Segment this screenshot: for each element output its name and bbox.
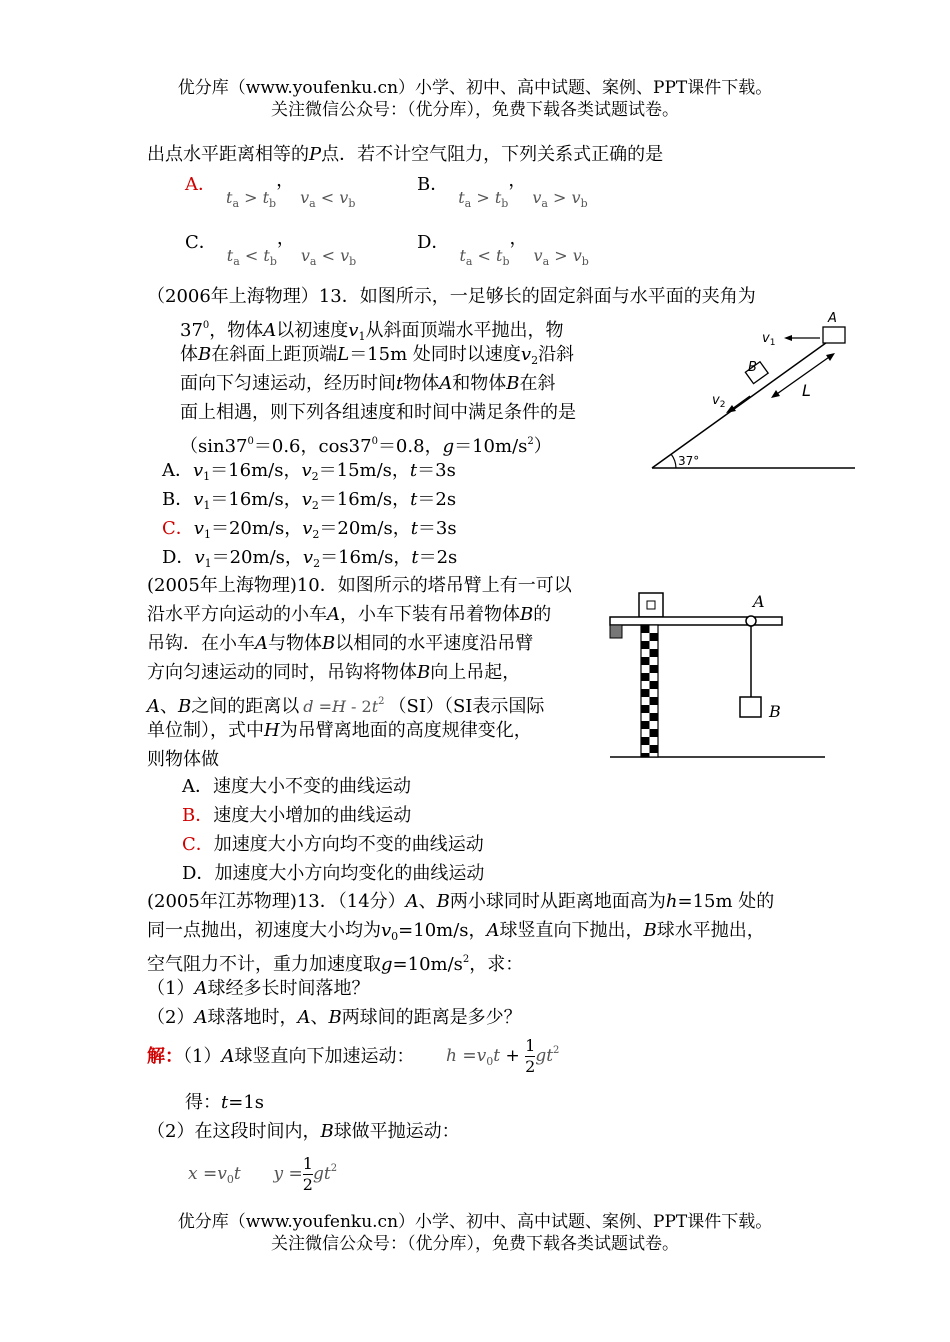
q3-option: C．加速度大小方向均不变的曲线运动 <box>182 834 484 855</box>
tower-check <box>650 729 659 737</box>
tower-check <box>641 721 650 729</box>
cab-window <box>647 601 655 609</box>
crane-tower <box>641 625 658 757</box>
incline-figure <box>640 300 870 480</box>
q4-part-2: （2）A球落地时，A、B两球间的距离是多少？ <box>147 1007 522 1028</box>
tower-check <box>650 633 659 641</box>
q3-line-6: 单位制），式中H为吊臂离地面的高度规律变化， <box>147 720 532 741</box>
footer-line-1: 优分库（www.youfenku.cn）小学、初中、高中试题、案例、PPT课件下载。 <box>177 1212 773 1232</box>
tower-check <box>650 713 659 721</box>
q4-line-2: 同一点抛出，初速度大小均为$v_0=10m/s$，A球竖直向下抛出，B球水平抛出， <box>147 920 765 943</box>
q3-line-3: 吊钩．在小车A与物体B以相同的水平速度沿吊臂 <box>147 633 534 654</box>
tower-check <box>641 753 650 757</box>
tower-check <box>641 641 650 649</box>
q1-stem: 出点水平距离相等的P点．若不计空气阻力，下列关系式正确的是 <box>147 144 664 165</box>
v2-arrowhead <box>726 405 736 413</box>
q4-line-3: 空气阻力不计，重力加速度取$g=10m/s^2$，求： <box>147 954 524 975</box>
label-b: B <box>748 360 757 375</box>
solution-label: 解： <box>147 1046 183 1067</box>
solution-result-t: 得：t=1s <box>185 1092 265 1113</box>
q1-option: D．$t_a < t_b$，$v_a > v_b$ <box>417 228 589 268</box>
tower-check <box>650 665 659 673</box>
q3-option: D．加速度大小方向均变化的曲线运动 <box>182 863 485 884</box>
q2-option: A．$v_1=16m/s$，$v_2=15m/s$，t＝3s <box>162 460 456 483</box>
q1-option: A．$t_a > t_b$，$v_a < v_b$ <box>185 170 356 210</box>
load-b <box>740 697 761 717</box>
label-b: B <box>769 702 781 721</box>
footer-line-2: 关注微信公众号：（优分库），免费下载各类试题试卷。 <box>271 1234 679 1254</box>
label-v2: $v_2$ <box>712 393 726 410</box>
q3-line-1: (2005年上海物理)10．如图所示的塔吊臂上有一可以 <box>147 575 572 596</box>
v1-arrowhead <box>784 335 792 341</box>
incline-surface <box>652 340 830 468</box>
block-a <box>823 327 845 343</box>
counterweight <box>610 625 622 638</box>
q2-line-2: $37^0$，物体A以初速度$v_1$从斜面顶端水平抛出，物 <box>180 320 564 343</box>
tower-check <box>650 681 659 689</box>
q3-line-5: A、B之间的距离以 $d =H - 2t^2$ （SI）（SI表示国际 <box>147 696 545 717</box>
q4-line-1: (2005年江苏物理)13．（14分）A、B两小球同时从距离地面高为h=15m 处的 <box>147 891 775 912</box>
q2-line-6: （$\sin 37^0=0.6$，$\cos 37^0=0.8$，$g=10m/s^2$） <box>180 436 552 457</box>
q3-option: B．速度大小增加的曲线运动 <box>182 805 412 826</box>
q3-option: A．速度大小不变的曲线运动 <box>182 776 411 797</box>
tower-check <box>641 689 650 697</box>
angle-label: 37° <box>678 454 700 468</box>
tower-check <box>641 705 650 713</box>
solution-line-1: 解：（1）A球竖直向下加速运动： <box>147 1046 415 1067</box>
trolley-a <box>746 616 756 626</box>
q1-option: C．$t_a < t_b$，$v_a < v_b$ <box>185 228 357 268</box>
q2-line-5: 面上相遇，则下列各组速度和时间中满足条件的是 <box>180 402 576 423</box>
angle-arc <box>671 454 676 468</box>
v2-arrow <box>732 396 750 409</box>
tower-check <box>641 625 650 633</box>
label-v1: $v_1$ <box>762 331 776 348</box>
label-l: L <box>802 381 811 400</box>
crane-figure <box>605 585 830 763</box>
q2-source: （2006年上海物理）13．如图所示，一足够长的固定斜面与水平面的夹角为 <box>147 286 756 307</box>
tower-check <box>641 657 650 665</box>
q3-line-2: 沿水平方向运动的小车A，小车下装有吊着物体B的 <box>147 604 552 625</box>
q2-option: C．$v_1=20m/s$，$v_2=20m/s$，t＝3s <box>162 518 457 541</box>
formula-xy: $x =v_0t$ y = $\frac{1}{2}$ $gt^2$ <box>188 1154 338 1194</box>
q1-option: B．$t_a > t_b$，$v_a > v_b$ <box>417 170 588 210</box>
tower-check <box>641 673 650 681</box>
label-a: A <box>828 311 837 326</box>
q3-line-7: 则物体做 <box>147 749 219 770</box>
tower-check <box>650 649 659 657</box>
q3-line-4: 方向匀速运动的同时，吊钩将物体B向上吊起， <box>147 662 521 683</box>
q2-line-3: 体B在斜面上距顶端L＝15m 处同时以速度$v_2$沿斜 <box>180 344 575 367</box>
tower-check <box>650 697 659 705</box>
tower-check <box>650 745 659 753</box>
q2-option: D．$v_1=20m/s$，$v_2=16m/s$，t＝2s <box>162 547 458 570</box>
distance-formula: $d =H - 2t^2$ <box>303 696 385 716</box>
header-line-2: 关注微信公众号：（优分库），免费下载各类试题试卷。 <box>271 100 679 120</box>
l-arrowhead-top <box>826 353 835 361</box>
label-a: A <box>753 592 765 611</box>
q4-part-1: （1）A球经多长时间落地？ <box>147 978 370 999</box>
tower-check <box>641 737 650 745</box>
l-arrowhead-bottom <box>771 390 780 398</box>
header-line-1: 优分库（www.youfenku.cn）小学、初中、高中试题、案例、PPT课件下载。 <box>177 78 773 98</box>
q2-line-4: 面向下匀速运动，经历时间t物体A和物体B在斜 <box>180 373 556 394</box>
solution-line-3: （2）在这段时间内，B球做平抛运动： <box>147 1121 460 1142</box>
formula-h: $h =v_0t$ + $\frac{1}{2}$ $gt^2$ <box>446 1036 560 1076</box>
q2-option: B．$v_1=16m/s$，$v_2=16m/s$，t＝2s <box>162 489 457 512</box>
